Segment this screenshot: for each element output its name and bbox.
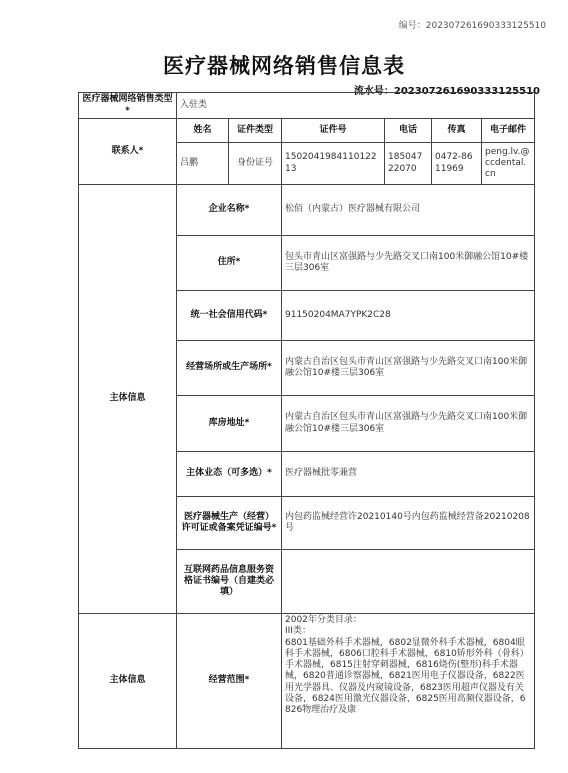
scope-line-year: 2002年分类目录： bbox=[285, 615, 362, 625]
contact-name: 吕鹏 bbox=[177, 143, 229, 185]
table-row-type bbox=[79, 93, 535, 119]
internet-cert-label: 互联网药品信息服务资格证书编号（自建类必填） bbox=[177, 550, 282, 614]
scope-line-items: 6801基础外科手术器械，6802显微外科手术器械，6804眼科手术器械，6806口腔科手术器械，6810矫形外科（骨科）手术器械，6815注射穿刺器械，6816烧伤(整形)科手术器械，6820普通诊察器械，6821医用电子仪器设备，6822医用光学器具、仪器及内窥镜设备，6823医用超声仪器及有关设备，6824医用激光仪器设备，6825医用高频仪器设备，6826物理治疗及康 bbox=[285, 637, 529, 715]
sales-info-table bbox=[78, 92, 535, 749]
contact-label: 联系人* bbox=[79, 119, 177, 185]
table-row-contact-header bbox=[79, 119, 535, 143]
address-value: 包头市青山区富强路与少先路交叉口南100米御融公馆10#楼三层306室 bbox=[282, 236, 535, 291]
type-label: 医疗器械网络销售类型* bbox=[79, 93, 177, 119]
license-label: 医疗器械生产（经营）许可证或备案凭证编号* bbox=[177, 497, 282, 550]
table-row-scope bbox=[79, 614, 535, 749]
subject-info-label: 主体信息 bbox=[79, 185, 177, 614]
credit-code-label: 统一社会信用代码* bbox=[177, 291, 282, 341]
page-title: 医疗器械网络销售信息表 bbox=[163, 54, 405, 78]
table-row-company bbox=[79, 185, 535, 236]
internet-cert-value bbox=[282, 550, 535, 614]
contact-header-fax: 传真 bbox=[432, 119, 482, 143]
subject-info-label-2: 主体信息 bbox=[79, 614, 177, 749]
contact-header-id-type: 证件类型 bbox=[229, 119, 282, 143]
address-label: 住所* bbox=[177, 236, 282, 291]
contact-header-name: 姓名 bbox=[177, 119, 229, 143]
business-form-label: 主体业态（可多选）* bbox=[177, 452, 282, 497]
contact-header-phone: 电话 bbox=[385, 119, 432, 143]
scope-value bbox=[282, 614, 535, 749]
contact-id-number: 150204198411012213 bbox=[282, 143, 385, 185]
warehouse-value: 内蒙古自治区包头市青山区富强路与少先路交叉口南100米御融公馆10#楼三层306室 bbox=[282, 396, 535, 452]
warehouse-label: 库房地址* bbox=[177, 396, 282, 452]
company-value: 松佰（内蒙古）医疗器械有限公司 bbox=[282, 185, 535, 236]
contact-id-type: 身份证号 bbox=[229, 143, 282, 185]
scope-line-class: III类： bbox=[285, 626, 311, 637]
contact-header-email: 电子邮件 bbox=[482, 119, 535, 143]
scope-label: 经营范围* bbox=[177, 614, 282, 749]
flow-number: 流水号：20230726169033312551​0 bbox=[353, 86, 540, 97]
document-serial-number: 编号：20230726169033312551​0 bbox=[398, 21, 546, 31]
license-value: 内包药监械经营许20210140号内包药监械经营备20210208号 bbox=[282, 497, 535, 550]
contact-fax: 0472-8611969 bbox=[432, 143, 482, 185]
contact-phone: 18504722070 bbox=[385, 143, 432, 185]
business-form-value: 医疗器械批零兼营 bbox=[282, 452, 535, 497]
credit-code-value: 91150204MA7YPK2C28 bbox=[282, 291, 535, 341]
contact-header-id-number: 证件号 bbox=[282, 119, 385, 143]
type-value: 入驻类 bbox=[177, 93, 535, 119]
company-label: 企业名称* bbox=[177, 185, 282, 236]
business-place-value: 内蒙古自治区包头市青山区富强路与少先路交叉口南100米御融公馆10#楼三层306室 bbox=[282, 341, 535, 396]
contact-email: peng.lv.@ccdental.cn bbox=[482, 143, 535, 185]
business-place-label: 经营场所或生产场所* bbox=[177, 341, 282, 396]
